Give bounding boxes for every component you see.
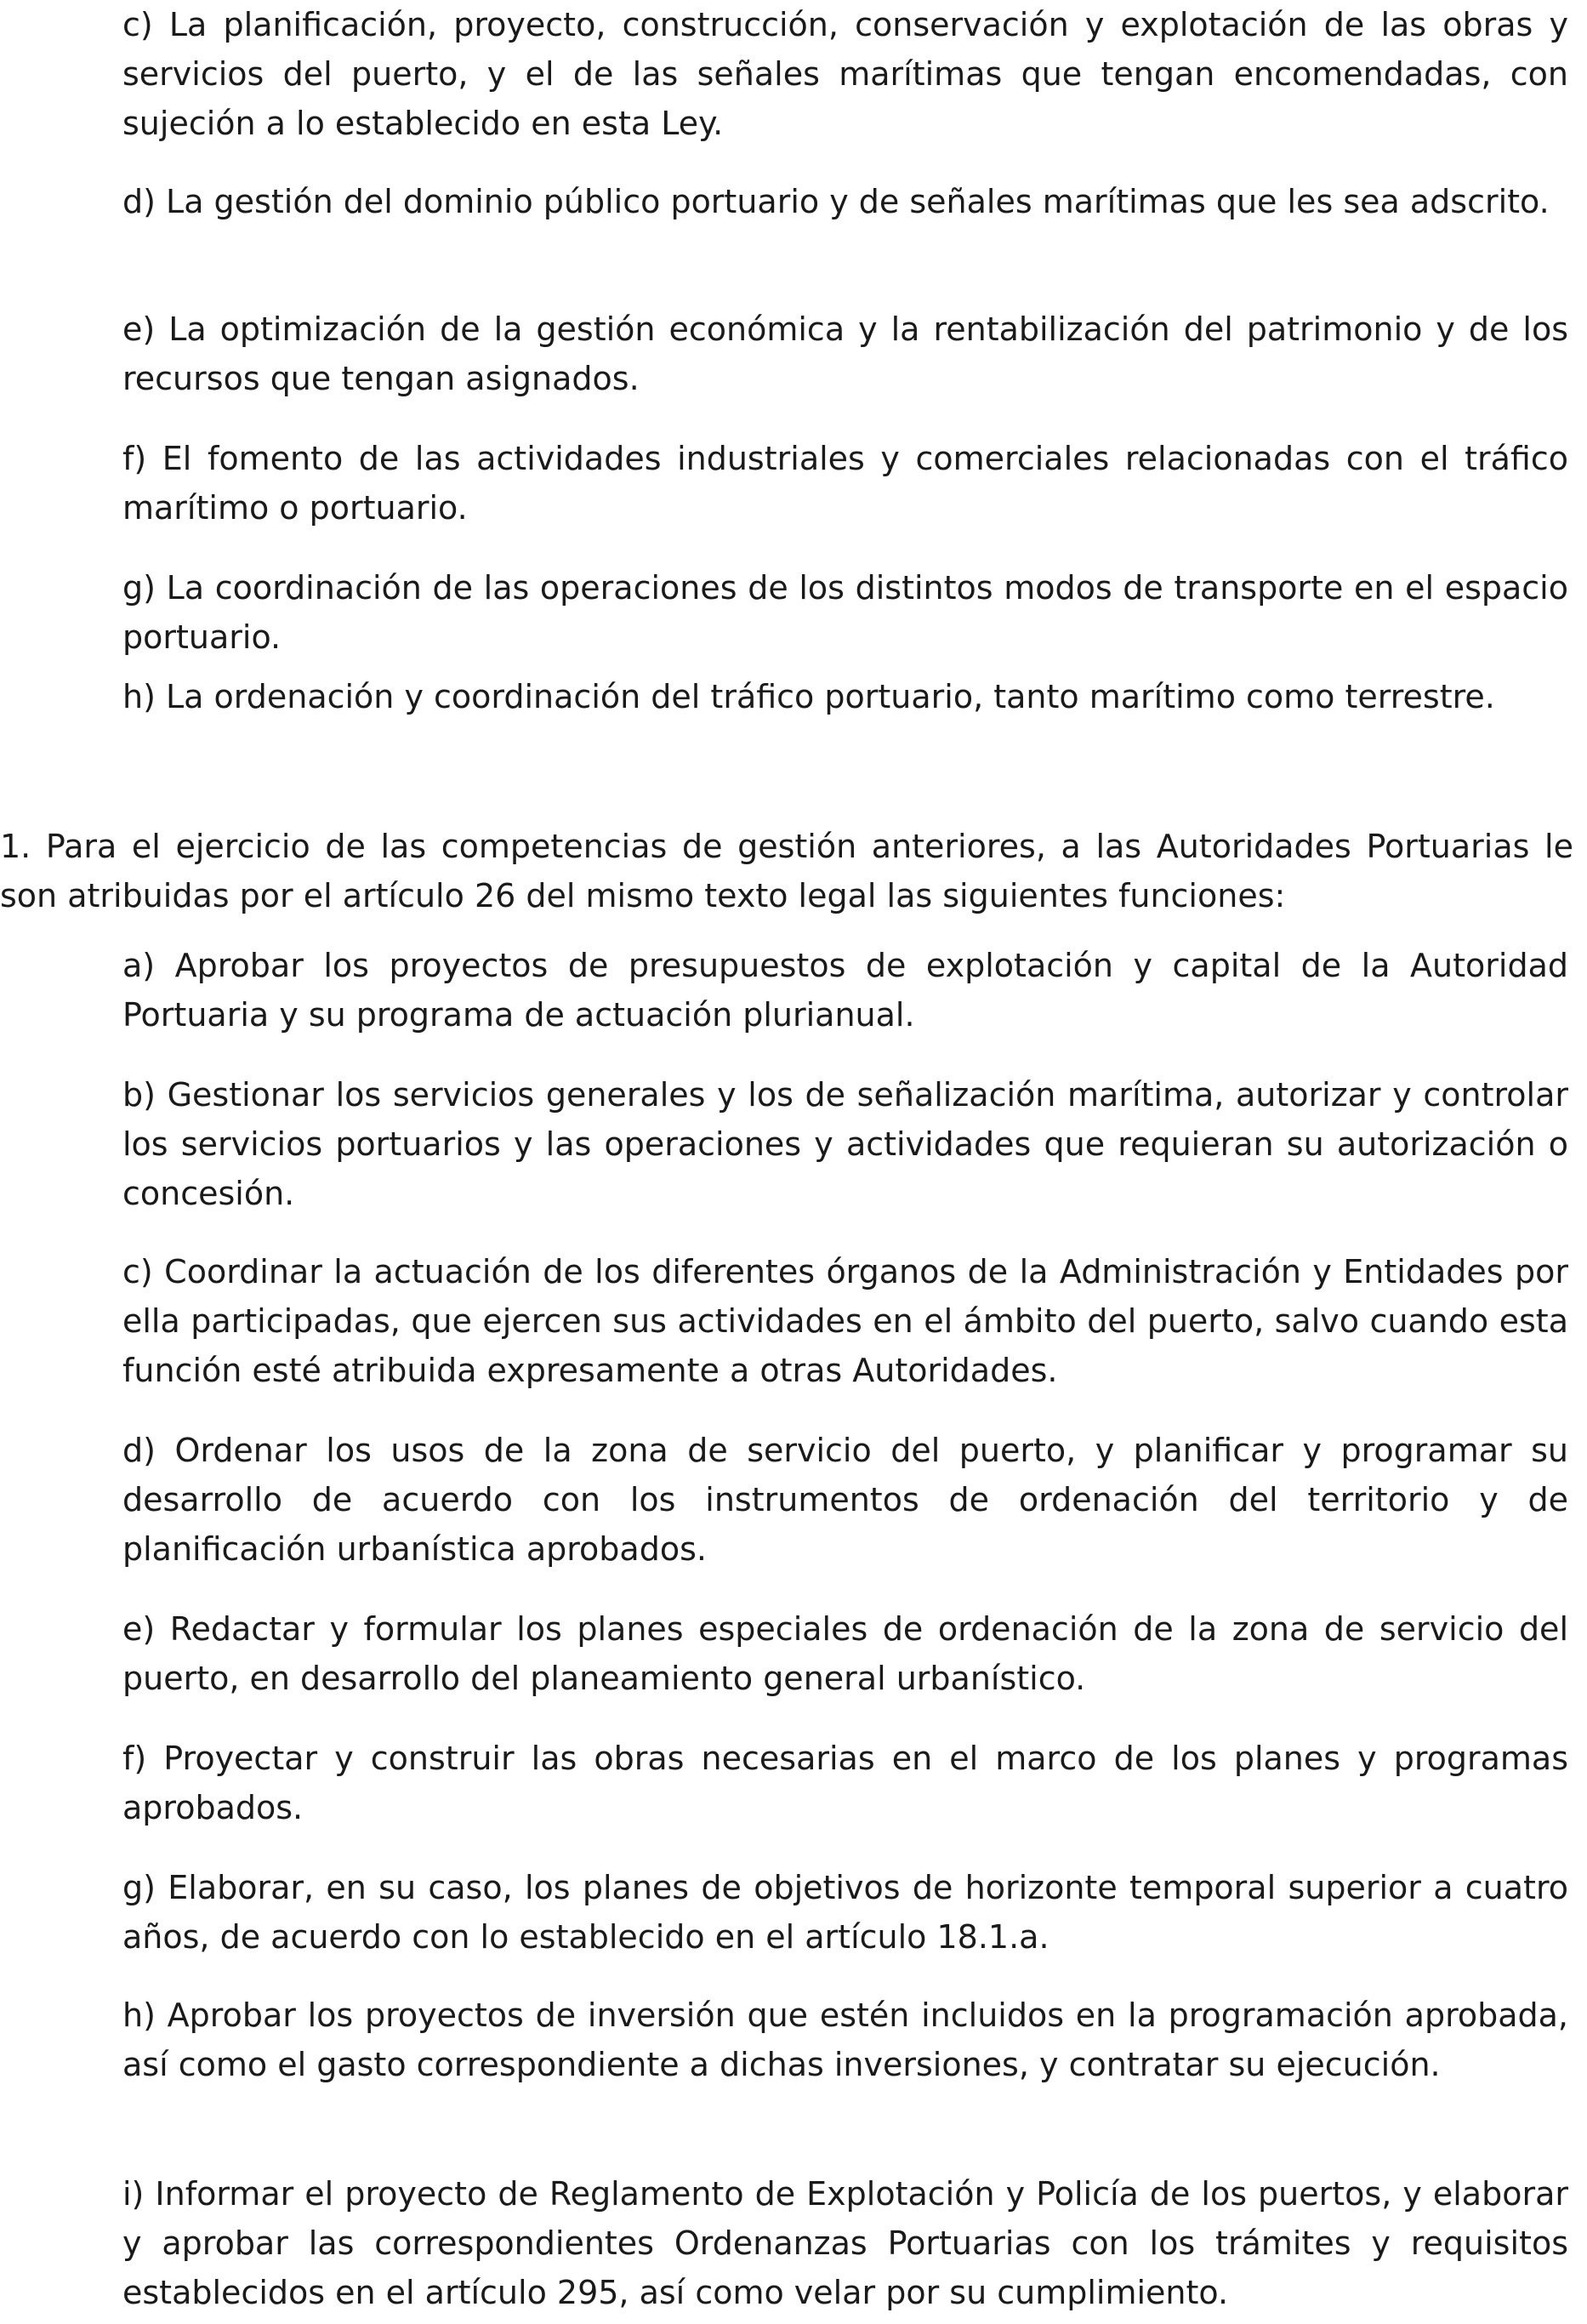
paragraph-b-servicios: b) Gestionar los servicios generales y los de señalización marítima, autorizar y controlar los servicios portuarios y las operaciones y actividades que requieran su autorización o concesión. xyxy=(122,1076,1568,1212)
paragraph-d-dominio-publico: d) La gestión del dominio público portuario y de señales marítimas que les sea adscrito. xyxy=(122,183,1550,220)
paragraph-e-optimizacion: e) La optimización de la gestión económica y la rentabilización del patrimonio y de los recursos que tengan asignados. xyxy=(122,310,1568,397)
paragraph-e-planes-especiales: e) Redactar y formular los planes especiales de ordenación de la zona de servicio del puerto, en desarrollo del planeamiento general urbanístico. xyxy=(122,1610,1568,1697)
paragraph-g-planes-objetivos: g) Elaborar, en su caso, los planes de objetivos de horizonte temporal superior a cuatro años, de acuerdo con lo establecido en el artículo 18.1.a. xyxy=(122,1869,1568,1956)
paragraph-i-reglamento: i) Informar el proyecto de Reglamento de Explotación y Policía de los puertos, y elaborar y aprobar las correspondientes Ordenanzas Portuarias con los trámites y requisitos establecidos en el artículo 295, así como velar por su cumplimiento. xyxy=(122,2175,1568,2311)
paragraph-d-ordenar-usos: d) Ordenar los usos de la zona de servicio del puerto, y planificar y programar su desarrollo de acuerdo con los instrumentos de ordenación del territorio y de planificación urbanística aprobados. xyxy=(122,1432,1568,1568)
paragraph-h-ordenacion-trafico: h) La ordenación y coordinación del tráfico portuario, tanto marítimo como terrestre. xyxy=(122,678,1495,715)
paragraph-g-coordinacion-transporte: g) La coordinación de las operaciones de los distintos modos de transporte en el espacio portuario. xyxy=(122,569,1568,656)
paragraph-a-presupuestos: a) Aprobar los proyectos de presupuestos de explotación y capital de la Autoridad Portuaria y su programa de actuación plurianual. xyxy=(122,947,1568,1034)
paragraph-f-obras: f) Proyectar y construir las obras necesarias en el marco de los planes y programas aprobados. xyxy=(122,1740,1568,1826)
paragraph-c-planificacion: c) La planificación, proyecto, construcción, conservación y explotación de las obras y servicios del puerto, y el de las señales marítimas que tengan encomendadas, con sujeción a lo establecido en esta Ley. xyxy=(122,6,1568,142)
paragraph-f-fomento: f) El fomento de las actividades industriales y comerciales relacionadas con el tráfico marítimo o portuario. xyxy=(122,440,1568,527)
paragraph-intro-funciones: 1. Para el ejercicio de las competencias de gestión anteriores, a las Autoridades Portuarias le son atribuidas por el artículo 26 del mismo texto legal las siguientes funciones: xyxy=(0,828,1573,914)
paragraph-h-proyectos-inversion: h) Aprobar los proyectos de inversión que estén incluidos en la programación aprobada, así como el gasto correspondiente a dichas inversiones, y contratar su ejecución. xyxy=(122,1996,1568,2083)
paragraph-c-coordinar: c) Coordinar la actuación de los diferentes órganos de la Administración y Entidades por ella participadas, que ejercen sus actividades en el ámbito del puerto, salvo cuando esta función esté atribuida expresamente a otras Autoridades. xyxy=(122,1253,1568,1389)
